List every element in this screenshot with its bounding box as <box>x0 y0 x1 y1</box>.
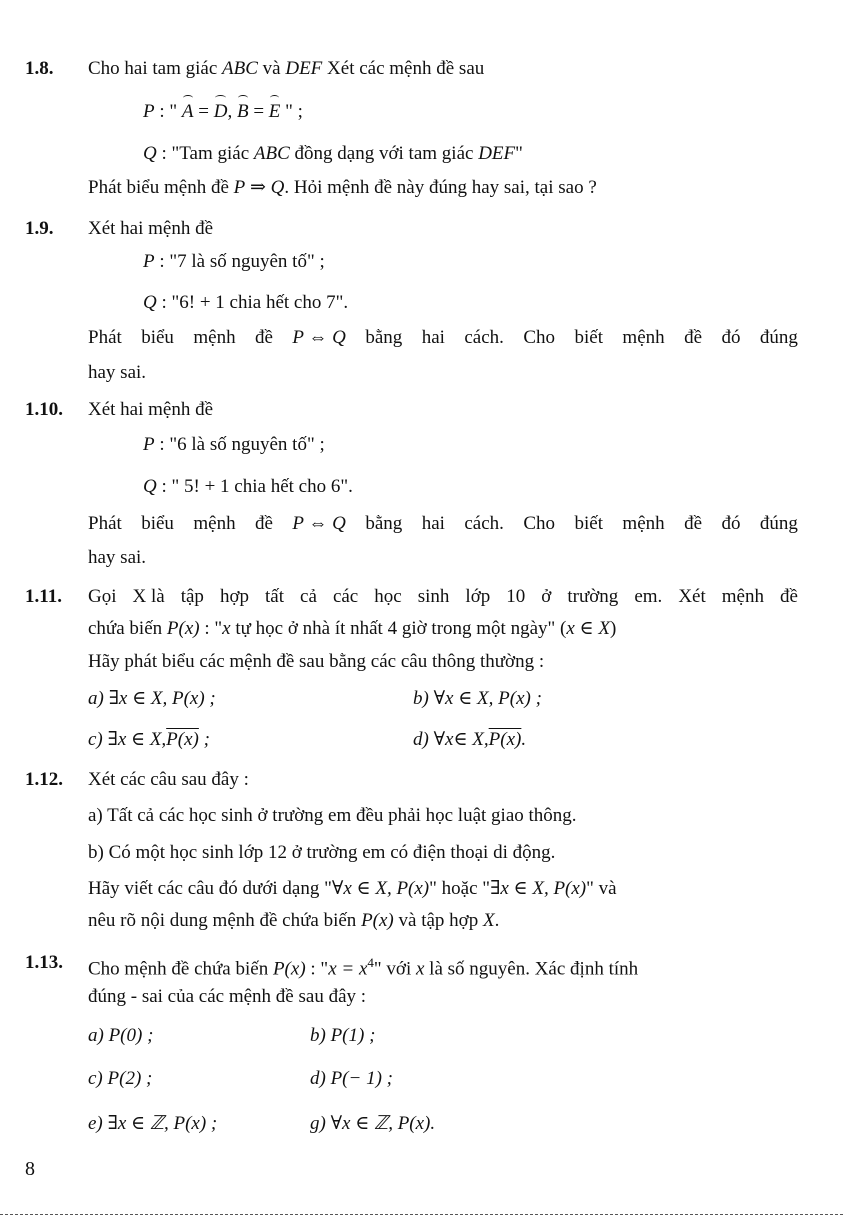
exercise-1-11-line1: Gọi X là tập hợp tất cả các học sinh lớp 10 ở trường em. Xét mệnh đề <box>88 586 798 607</box>
proposition-p: P : "6 là số nguyên tố" ; <box>143 434 325 455</box>
proposition-q: Q : " 5! + 1 chia hết cho 6". <box>143 476 353 497</box>
exercise-number: 1.8. <box>25 58 54 79</box>
bottom-divider <box>0 1214 843 1215</box>
exercise-number: 1.9. <box>25 218 54 239</box>
proposition-p: P : "7 là số nguyên tố" ; <box>143 251 325 272</box>
item-d: d) P(− 1) ; <box>310 1068 393 1089</box>
item-b: b) ∀x ∈ X, P(x) ; <box>413 688 542 709</box>
proposition-p: P : " A = D, B = E " ; <box>143 99 303 125</box>
exercise-number: 1.12. <box>25 769 63 790</box>
exercise-1-13-line1: Cho mệnh đề chứa biến P(x) : "$x = x^4$" với x là số nguyên. Xác định tính <box>88 955 639 980</box>
exercise-1-8-task: Phát biểu mệnh đề P ⇒ Q. Hỏi mệnh đề này đúng hay sai, tại sao ? <box>88 177 597 198</box>
exercise-1-10-task: Phát biểu mệnh đề P ⇔ Q bằng hai cách. Cho biết mệnh đề đó đúng <box>88 513 798 534</box>
exercise-number: 1.11. <box>25 586 62 607</box>
item-a: a) P(0) ; <box>88 1025 154 1046</box>
exercise-number: 1.10. <box>25 399 63 420</box>
exercise-1-9-task-end: hay sai. <box>88 362 147 383</box>
exercise-1-10-task-end: hay sai. <box>88 547 147 568</box>
item-d: d) ∀x∈ X,P(x). <box>413 729 527 750</box>
item-a: a) ∃x ∈ X, P(x) ; <box>88 688 216 709</box>
item-b: b) P(1) ; <box>310 1025 376 1046</box>
page-number: 8 <box>25 1158 35 1180</box>
item-g: g) ∀x ∈ ℤ, P(x). <box>310 1113 436 1134</box>
exercise-number: 1.13. <box>25 952 63 973</box>
exercise-1-12-intro: Xét các câu sau đây : <box>88 769 249 790</box>
proposition-q: Q : "6! + 1 chia hết cho 7". <box>143 292 349 313</box>
item-b: b) Có một học sinh lớp 12 ở trường em có điện thoại di động. <box>88 842 556 863</box>
exercise-1-12-task-line1: Hãy viết các câu đó dưới dạng "∀x ∈ X, P(x)" hoặc "∃x ∈ X, P(x)" và <box>88 878 617 899</box>
exercise-1-9-task: Phát biểu mệnh đề P ⇔ Q bằng hai cách. Cho biết mệnh đề đó đúng <box>88 327 798 348</box>
item-e: e) ∃x ∈ ℤ, P(x) ; <box>88 1113 218 1134</box>
exercise-1-11-line2: chứa biến P(x) : "x tự học ở nhà ít nhất 4 giờ trong một ngày" (x ∈ X) <box>88 618 617 639</box>
proposition-q: Q : "Tam giác ABC đồng dạng với tam giác DEF" <box>143 143 523 164</box>
exercise-1-9-intro: Xét hai mệnh đề <box>88 218 214 239</box>
item-c: c) ∃x ∈ X,P(x) ; <box>88 729 210 750</box>
exercise-1-11-line3: Hãy phát biểu các mệnh đề sau bằng các câu thông thường : <box>88 651 545 672</box>
item-a: a) Tất cả các học sinh ở trường em đều phải học luật giao thông. <box>88 805 577 826</box>
exercise-1-13-line2: đúng - sai của các mệnh đề sau đây : <box>88 986 367 1007</box>
exercise-1-12-task-line2: nêu rõ nội dung mệnh đề chứa biến P(x) và tập hợp X. <box>88 910 500 931</box>
exercise-1-10-intro: Xét hai mệnh đề <box>88 399 214 420</box>
item-c: c) P(2) ; <box>88 1068 153 1089</box>
exercise-1-8-intro: Cho hai tam giác ABC và DEF Xét các mệnh đề sau <box>88 58 485 79</box>
